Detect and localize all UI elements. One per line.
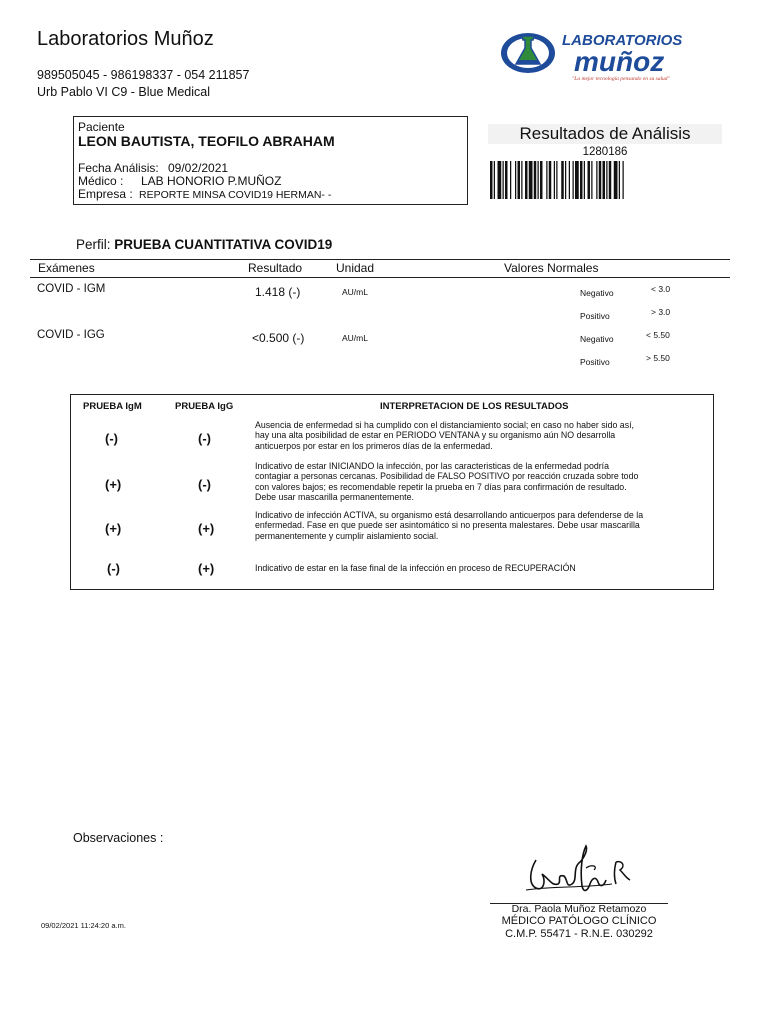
- interpretation-table: [70, 394, 714, 590]
- barcode-bar: [540, 161, 543, 199]
- logo-slogan: "La mejor tecnología pensando en su salud": [572, 76, 670, 82]
- barcode-bar: [623, 161, 624, 199]
- interp-header-igm: PRUEBA IgM: [83, 401, 142, 412]
- barcode-bar: [603, 161, 606, 199]
- patient-name: LEON BAUTISTA, TEOFILO ABRAHAM: [78, 133, 335, 149]
- barcode-bar: [510, 161, 511, 199]
- lab-address: Urb Pablo VI C9 - Blue Medical: [37, 85, 210, 99]
- results-title: Resultados de Análisis: [488, 124, 722, 144]
- barcode-bar: [606, 161, 607, 199]
- results-number: 1280186: [582, 146, 628, 158]
- profile: [76, 237, 332, 252]
- barcode-bar: [518, 161, 521, 199]
- interp-igg: (+): [198, 561, 215, 576]
- interp-igm: (+): [105, 477, 122, 492]
- interp-text: [255, 510, 713, 541]
- barcode-bar: [573, 161, 574, 199]
- interp-igg: (+): [198, 521, 215, 536]
- lab-logo: [500, 28, 730, 82]
- barcode-bar: [614, 161, 618, 199]
- barcode-bar: [546, 161, 547, 199]
- signature-title: MÉDICO PATÓLOGO CLÍNICO: [501, 915, 657, 927]
- handwritten-signature: [522, 840, 634, 900]
- barcode-bar: [554, 161, 555, 199]
- patient-label: Paciente: [78, 120, 125, 134]
- barcode-bar: [538, 161, 539, 199]
- interp-igg: (-): [198, 431, 211, 446]
- medico-label: Médico :: [78, 174, 124, 188]
- barcode-bar: [498, 161, 502, 199]
- flask-logo-icon: [500, 28, 730, 82]
- empresa-value: REPORTE MINSA COVID19 HERMAN- -: [139, 189, 332, 201]
- col-unidad: Unidad: [336, 261, 375, 275]
- profile-value: PRUEBA CUANTITATIVA COVID19: [114, 237, 333, 252]
- exam-unit: AU/mL: [342, 287, 368, 297]
- barcode-bar: [588, 161, 591, 199]
- interp-line: hay una alta posibilidad de estar en PERIODO VENTANA y su organismo aún NO desarrolla: [255, 430, 616, 441]
- barcode-bar: [503, 161, 504, 199]
- interp-text: [255, 420, 713, 451]
- barcode-graphic: [488, 161, 722, 199]
- barcode-bar: [494, 161, 495, 199]
- empresa-label: Empresa :: [78, 187, 133, 201]
- interp-line: contagiar a personas cercanas. Posibilidad de FALSO POSITIVO por reacción cruzada sobre todo: [255, 471, 639, 482]
- exam-result: 1.418 (-): [255, 285, 301, 299]
- barcode-bar: [591, 161, 592, 199]
- barcode-bar: [515, 161, 516, 199]
- lab-phones: 989505045 - 986198337 - 054 211857: [37, 68, 250, 82]
- interp-igm: (-): [105, 431, 118, 446]
- ref-label: Negativo: [580, 334, 614, 344]
- signature-cmp: C.M.P. 55471 - R.N.E. 030292: [505, 928, 653, 940]
- barcode-bar: [619, 161, 620, 199]
- barcode-bar: [575, 161, 579, 199]
- interp-line: permanentemente y cumplir aislamiento social.: [255, 530, 439, 541]
- ref-value: > 5.50: [646, 353, 670, 363]
- barcode-bar: [569, 161, 570, 199]
- print-timestamp: 09/02/2021 11:24:20 a.m.: [41, 921, 126, 930]
- lab-name: Laboratorios Muñoz: [37, 28, 214, 50]
- interp-line: Indicativo de infección ACTIVA, su organismo está desarrollando anticuerpos para defenderse de la: [255, 510, 644, 520]
- barcode-bar: [505, 161, 508, 199]
- profile-label: Perfil:: [76, 237, 111, 252]
- barcode-bar: [596, 161, 597, 199]
- barcode-bar: [599, 161, 602, 199]
- interp-header-text: INTERPRETACION DE LOS RESULTADOS: [380, 401, 569, 412]
- medico-value: LAB HONORIO P.MUÑOZ: [141, 174, 282, 188]
- interp-igm: (-): [107, 561, 120, 576]
- exam-unit: AU/mL: [342, 333, 368, 343]
- observaciones-label: Observaciones :: [73, 831, 164, 845]
- fecha-value: 09/02/2021: [168, 161, 229, 175]
- interp-line: Indicativo de estar INICIANDO la infección, por las caracteristicas de la enfermedad podría: [255, 461, 609, 471]
- barcode-bar: [561, 161, 564, 199]
- barcode-bar: [521, 161, 522, 199]
- exam-name: COVID - IGG: [37, 329, 105, 341]
- ref-value: < 3.0: [651, 284, 671, 294]
- fecha-label: Fecha Análisis:: [78, 161, 159, 175]
- exam-result: <0.500 (-): [252, 331, 305, 345]
- logo-line1: LABORATORIOS: [562, 32, 683, 49]
- interp-line: con valores bajos; es recomendable repetir la prueba en 7 días para confirmación de resultado.: [255, 481, 627, 492]
- signature-scribble-icon: [522, 840, 634, 900]
- interp-text: [255, 461, 713, 503]
- barcode-bar: [529, 161, 533, 199]
- barcode-bar: [534, 161, 537, 199]
- interp-line: Indicativo de estar en la fase final de la infección en proceso de RECUPERACIÓN: [255, 563, 576, 573]
- interp-line: enfermedad. Fase en que puede ser asintomático si no presenta malestares. Debe usar mascarilla: [255, 520, 640, 531]
- interp-header-igg: PRUEBA IgG: [175, 401, 234, 412]
- interp-igm: (+): [105, 521, 122, 536]
- ref-value: > 3.0: [651, 307, 671, 317]
- logo-line2: muñoz: [574, 46, 665, 77]
- barcode-bar: [565, 161, 566, 199]
- exam-name: COVID - IGM: [37, 283, 106, 295]
- col-resultado: Resultado: [248, 261, 303, 275]
- col-examenes: Exámenes: [38, 261, 95, 275]
- patient-box: [73, 116, 468, 205]
- ref-label: Negativo: [580, 288, 614, 298]
- interp-igg: (-): [198, 477, 211, 492]
- ref-label: Positivo: [580, 357, 610, 367]
- ref-value: < 5.50: [646, 330, 670, 340]
- barcode-bar: [525, 161, 528, 199]
- barcode-bar: [609, 161, 612, 199]
- col-valores-normales: Valores Normales: [504, 261, 599, 275]
- interp-line: anticuerpos por estar en los primeros días de la enfermedad.: [255, 440, 493, 451]
- barcode-bar: [490, 161, 493, 199]
- interp-line: Ausencia de enfermedad si ha cumplido con el distanciamiento social; en caso no haber sido así,: [255, 420, 634, 430]
- interp-text: [255, 563, 713, 573]
- signature-name: Dra. Paola Muñoz Retamozo: [511, 903, 647, 915]
- interp-line: Debe usar mascarilla permanentemente.: [255, 492, 414, 503]
- barcode-bar: [584, 161, 585, 199]
- results-table-header: [30, 259, 730, 278]
- ref-label: Positivo: [580, 311, 610, 321]
- barcode: [488, 161, 722, 199]
- barcode-bar: [580, 161, 583, 199]
- barcode-bar: [556, 161, 557, 199]
- barcode-bar: [549, 161, 552, 199]
